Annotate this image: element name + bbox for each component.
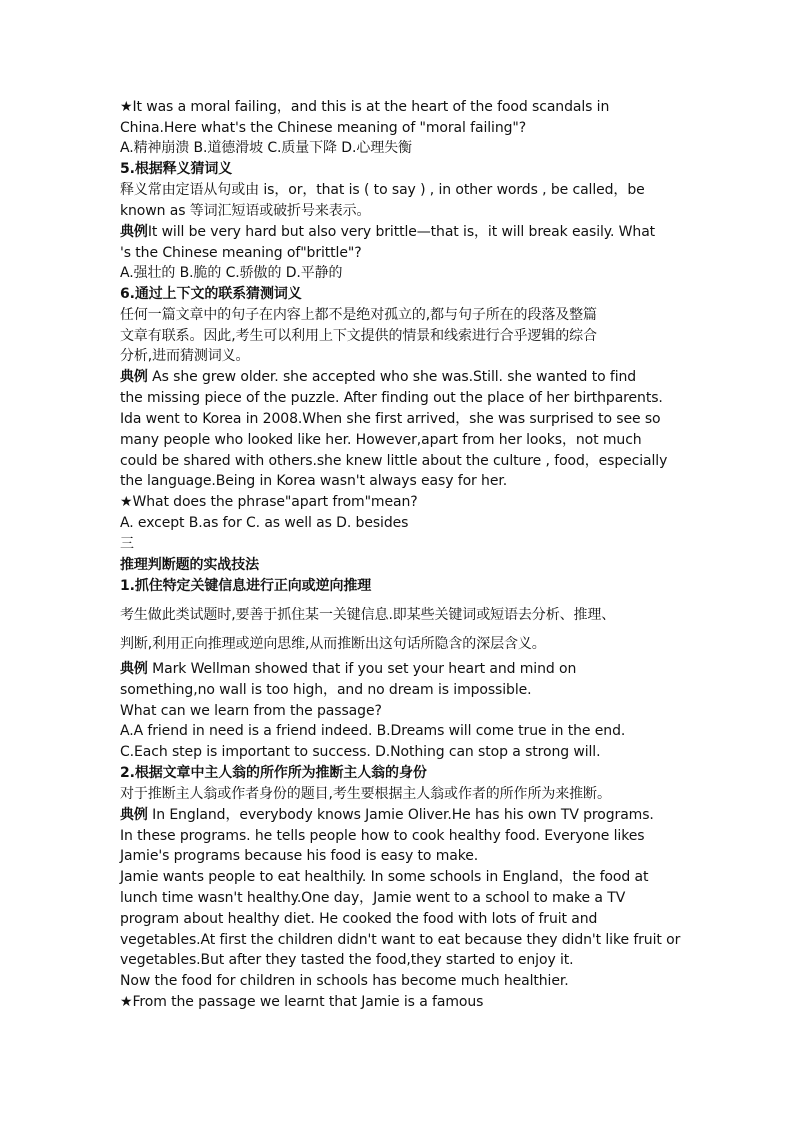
section-heading [120, 159, 680, 179]
line-text: known as 等词汇短语或破折号来表示。 [120, 203, 371, 219]
line-text: 1.抓住特定关键信息进行正向或逆向推理 [120, 578, 372, 594]
line-text: In England，everybody knows Jamie Oliver.He has his own TV programs. [147, 807, 654, 823]
line-text: A.精神崩溃 B.道德滑坡 C.质量下降 D.心理失衡 [120, 140, 412, 156]
line-text: 释义常由定语从句或由 is，or，that is ( to say ) , in other words , be called，be [120, 182, 645, 198]
line-text: Mark Wellman showed that if you set your heart and mind on [147, 661, 577, 677]
text-line [120, 634, 680, 654]
text-line [120, 971, 680, 991]
line-text: As she grew older. she accepted who she was.Still. she wanted to find [147, 369, 637, 385]
line-text: ★From the passage we learnt that Jamie is a famous [120, 994, 484, 1010]
text-line [120, 492, 680, 512]
example-label: 典例 [120, 369, 148, 385]
example-label: 典例 [120, 661, 148, 677]
text-line [120, 826, 680, 846]
text-line [120, 346, 680, 366]
example-label: 典例 [120, 224, 148, 240]
text-line [120, 409, 680, 429]
text-line [120, 534, 680, 554]
text-line [120, 180, 680, 200]
text-line [120, 243, 680, 263]
line-text: Jamie wants people to eat healthily. In some schools in England，the food at [120, 869, 649, 885]
text-line [120, 388, 680, 408]
text-line [120, 930, 680, 950]
line-text: A. except B.as for C. as well as D. besides [120, 515, 409, 531]
text-line [120, 721, 680, 741]
line-text: 推理判断题的实战技法 [120, 557, 259, 573]
line-text: Ida went to Korea in 2008.When she first arrived，she was surprised to see so [120, 411, 661, 427]
text-line [120, 326, 680, 346]
text-line [120, 888, 680, 908]
line-text: It will be very hard but also very brittle—that is，it will break easily. What [147, 224, 656, 240]
text-line [120, 138, 680, 158]
line-text: lunch time wasn't healthy.One day，Jamie went to a school to make a TV [120, 890, 626, 906]
line-text: 考生做此类试题时,要善于抓住某一关键信息.即某些关键词或短语去分析、推理、 [120, 607, 616, 623]
text-line [120, 992, 680, 1012]
line-text: 's the Chinese meaning of"brittle"? [120, 245, 362, 261]
line-text: Jamie's programs because his food is easy to make. [120, 848, 479, 864]
example-label: 典例 [120, 807, 148, 823]
text-line [120, 742, 680, 762]
text-line [120, 805, 680, 825]
text-line [120, 305, 680, 325]
line-text: program about healthy diet. He cooked the food with lots of fruit and [120, 911, 598, 927]
text-line [120, 846, 680, 866]
section-heading [120, 763, 680, 783]
line-text: What can we learn from the passage? [120, 703, 382, 719]
text-line [120, 367, 680, 387]
line-text: vegetables.At first the children didn't want to eat because they didn't like fruit or [120, 932, 681, 948]
text-line [120, 867, 680, 887]
line-text: 6.通过上下文的联系猜测词义 [120, 286, 302, 302]
section-heading [120, 576, 680, 596]
line-text: ★What does the phrase"apart from"mean? [120, 494, 418, 510]
line-text: 判断,利用正向推理或逆向思维,从而推断出这句话所隐含的深层含义。 [120, 636, 546, 652]
line-text: 分析,进而猜测词义。 [120, 348, 250, 364]
text-line [120, 430, 680, 450]
line-text: something,no wall is too high，and no dream is impossible. [120, 682, 532, 698]
line-text: 文章有联系。因此,考生可以利用上下文提供的情景和线索进行合乎逻辑的综合 [120, 328, 597, 344]
section-heading [120, 284, 680, 304]
line-text: 对于推断主人翁或作者身份的题目,考生要根据主人翁或作者的所作所为来推断。 [120, 786, 611, 802]
text-line [120, 680, 680, 700]
line-text: A.A friend in need is a friend indeed. B.Dreams will come true in the end. [120, 723, 626, 739]
text-line [120, 97, 680, 117]
text-line [120, 513, 680, 533]
line-text: In these programs. he tells people how to cook healthy food. Everyone likes [120, 828, 645, 844]
line-text: 5.根据释义猜词义 [120, 161, 233, 177]
line-text: A.强壮的 B.脆的 C.骄傲的 D.平静的 [120, 265, 343, 281]
line-text: the missing piece of the puzzle. After finding out the place of her birthparents. [120, 390, 663, 406]
line-text: China.Here what's the Chinese meaning of "moral failing"? [120, 120, 527, 136]
line-text: the language.Being in Korea wasn't always easy for her. [120, 473, 508, 489]
text-line [120, 118, 680, 138]
line-text: could be shared with others.she knew little about the culture , food，especially [120, 453, 668, 469]
text-line [120, 605, 680, 625]
line-text: ★It was a moral failing，and this is at the heart of the food scandals in [120, 99, 610, 115]
text-line [120, 263, 680, 283]
text-line [120, 451, 680, 471]
text-line [120, 950, 680, 970]
text-line [120, 659, 680, 679]
text-line [120, 201, 680, 221]
text-line [120, 909, 680, 929]
section-heading [120, 555, 680, 575]
line-text: Now the food for children in schools has become much healthier. [120, 973, 569, 989]
text-line [120, 222, 680, 242]
text-line [120, 784, 680, 804]
text-line [120, 471, 680, 491]
line-text: 三 [120, 536, 134, 552]
text-line [120, 701, 680, 721]
line-text: vegetables.But after they tasted the food,they started to enjoy it. [120, 952, 574, 968]
line-text: C.Each step is important to success. D.Nothing can stop a strong will. [120, 744, 601, 760]
line-text: 2.根据文章中主人翁的所作所为推断主人翁的身份 [120, 765, 427, 781]
line-text: 任何一篇文章中的句子在内容上都不是绝对孤立的,都与句子所在的段落及整篇 [120, 307, 597, 323]
line-text: many people who looked like her. However,apart from her looks，not much [120, 432, 642, 448]
